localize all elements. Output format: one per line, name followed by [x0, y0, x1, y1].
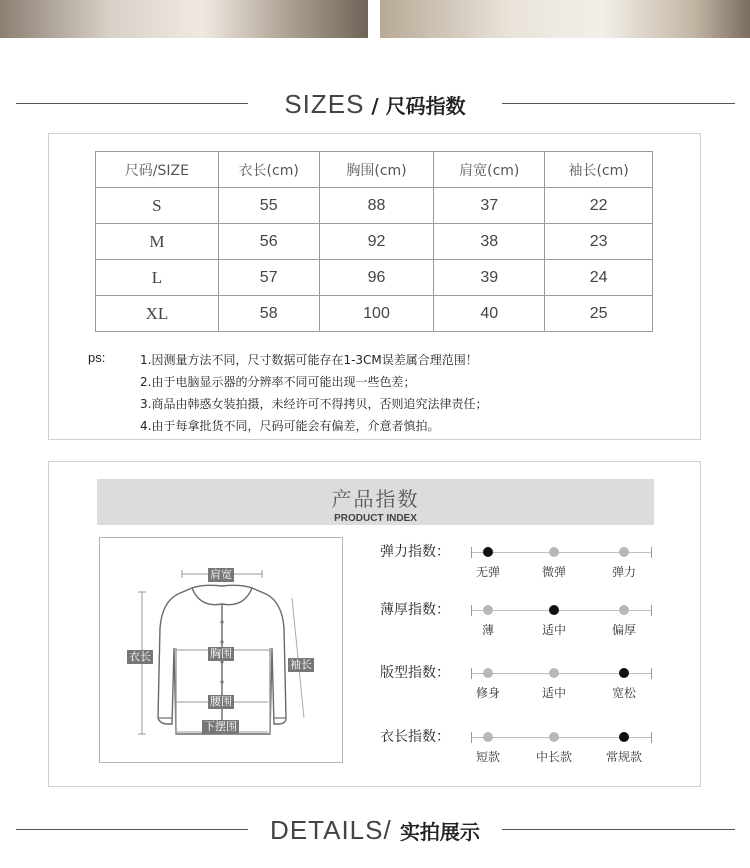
index-option-label: 适中: [541, 686, 566, 700]
index-option-label: 无弹: [475, 565, 500, 579]
details-heading-title: [0, 810, 750, 854]
index-dot: [549, 547, 559, 557]
measurement-diagram: [99, 537, 343, 763]
note-item: 1.因测量方法不同，尺寸数据可能存在1-3CM误差属合理范围！: [140, 353, 478, 367]
index-option-label: 修身: [475, 686, 500, 700]
index-scale-name: 衣长指数：: [380, 729, 450, 745]
table-row: [96, 296, 653, 332]
note-item: 3.商品由韩惑女装拍摄，未经许可不得拷贝，否则追究法律责任；: [140, 397, 488, 411]
table-cell: 25: [545, 296, 653, 332]
label-length: 衣长: [129, 650, 151, 663]
product-index-title-en: PRODUCT INDEX: [334, 513, 417, 524]
table-row: [96, 224, 653, 260]
table-cell-size: XL: [96, 296, 219, 332]
index-scale-endcap: [471, 605, 472, 616]
size-table: [95, 151, 653, 332]
index-dot-selected: [619, 732, 629, 742]
notes-list: [140, 349, 487, 437]
table-cell: 56: [218, 224, 319, 260]
sizes-heading-en: SIZES: [284, 89, 365, 119]
index-dot: [619, 547, 629, 557]
table-cell: 37: [434, 188, 545, 224]
table-cell: 38: [434, 224, 545, 260]
header-shoulder: 肩宽(cm): [434, 152, 545, 188]
header-size: 尺码/SIZE: [96, 152, 219, 188]
table-cell: 55: [218, 188, 319, 224]
index-dot-selected: [619, 668, 629, 678]
table-cell-size: L: [96, 260, 219, 296]
table-row: [96, 260, 653, 296]
index-scale: [380, 663, 660, 703]
index-option-label: 宽松: [611, 686, 636, 700]
index-option-label: 薄: [481, 623, 494, 637]
index-option-label: 弹力: [611, 565, 636, 579]
note-item: 4.由于每拿批货不同，尺码可能会有偏差，介意者慎拍。: [140, 419, 440, 433]
product-photo-left: [0, 0, 368, 38]
index-scale: [380, 727, 660, 767]
index-scale: [380, 542, 660, 582]
table-cell: 100: [319, 296, 434, 332]
index-dot: [549, 732, 559, 742]
sizes-heading-zh: 尺码指数: [385, 94, 466, 118]
table-cell: 96: [319, 260, 434, 296]
table-row: [96, 188, 653, 224]
index-dot: [549, 668, 559, 678]
index-dot: [483, 732, 493, 742]
product-index-title-zh: 产品指数: [331, 487, 420, 511]
index-dot: [483, 605, 493, 615]
index-scale-name: 版型指数：: [380, 665, 450, 681]
index-scale-endcap: [651, 605, 652, 616]
index-scale-endcap: [651, 732, 652, 743]
index-scale-endcap: [651, 668, 652, 679]
table-cell-size: S: [96, 188, 219, 224]
label-shoulder: 肩宽: [210, 568, 232, 581]
index-option-label: 中长款: [535, 750, 572, 764]
details-heading-en: DETAILS: [270, 815, 384, 845]
index-scale-endcap: [471, 732, 472, 743]
index-option-label: 短款: [475, 750, 500, 764]
index-scale-endcap: [471, 668, 472, 679]
table-cell: 24: [545, 260, 653, 296]
table-cell: 58: [218, 296, 319, 332]
header-sleeve: 袖长(cm): [545, 152, 653, 188]
table-cell: 39: [434, 260, 545, 296]
details-heading: [0, 810, 750, 850]
table-cell: 22: [545, 188, 653, 224]
notes-label: ps:: [88, 350, 106, 365]
size-table-header-row: [96, 152, 653, 188]
index-scale-endcap: [651, 547, 652, 558]
index-dot-selected: [549, 605, 559, 615]
index-scale-name: 薄厚指数：: [380, 602, 450, 618]
index-scale: [380, 600, 660, 640]
table-cell: 88: [319, 188, 434, 224]
index-option-label: 常规款: [605, 750, 642, 764]
note-item: 2.由于电脑显示器的分辨率不同可能出现一些色差；: [140, 375, 416, 389]
index-option-label: 微弹: [541, 565, 566, 579]
sizes-heading-sep: /: [364, 94, 386, 118]
index-dot: [483, 668, 493, 678]
table-cell: 23: [545, 224, 653, 260]
index-dot-selected: [483, 547, 493, 557]
table-cell-size: M: [96, 224, 219, 260]
product-photo-right: [380, 0, 750, 38]
index-option-label: 偏厚: [611, 623, 636, 637]
index-scale-name: 弹力指数：: [380, 544, 450, 560]
label-chest: 胸围: [210, 647, 232, 660]
label-hem: 下摆围: [204, 720, 237, 733]
table-cell: 57: [218, 260, 319, 296]
sizes-heading-title: [0, 84, 750, 128]
details-heading-zh: 实拍展示: [399, 820, 480, 844]
index-option-label: 适中: [541, 623, 566, 637]
table-cell: 92: [319, 224, 434, 260]
table-cell: 40: [434, 296, 545, 332]
details-heading-sep: /: [383, 815, 400, 845]
label-waist: 腰围: [210, 695, 232, 708]
sizes-heading: [0, 84, 750, 124]
index-scale-endcap: [471, 547, 472, 558]
index-dot: [619, 605, 629, 615]
header-length: 衣长(cm): [218, 152, 319, 188]
label-sleeve: 袖长: [290, 658, 312, 671]
product-index-banner: [97, 479, 654, 525]
header-chest: 胸围(cm): [319, 152, 434, 188]
